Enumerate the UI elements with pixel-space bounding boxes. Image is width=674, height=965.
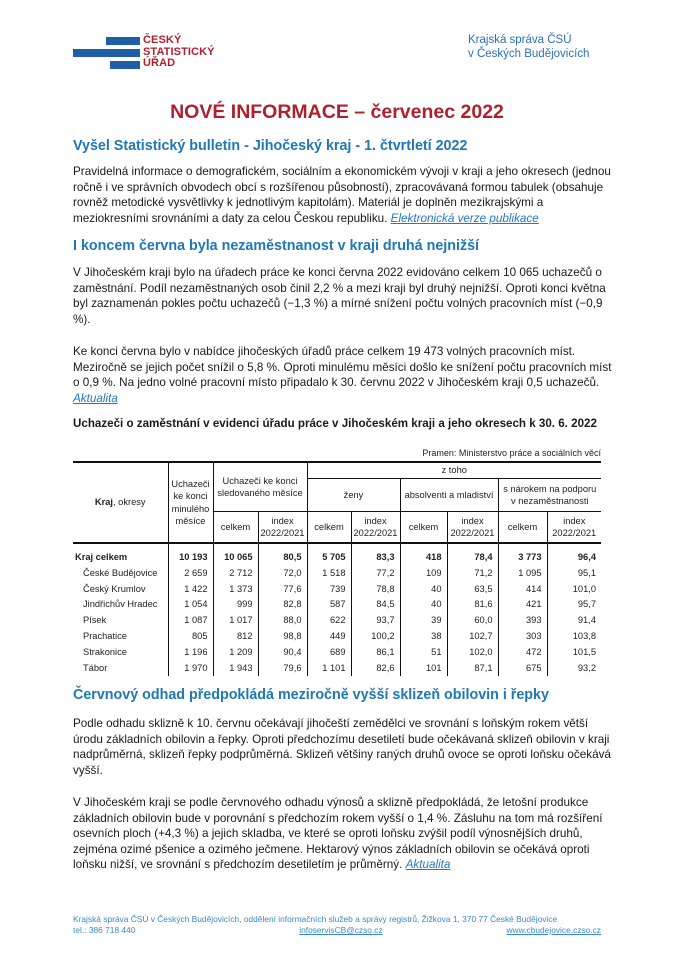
row-value: 101,5 (547, 645, 601, 661)
footer-address-row (73, 914, 601, 925)
logo-bar-middle (73, 49, 140, 57)
table-row (73, 566, 601, 582)
row-value: 10 065 (213, 543, 258, 566)
logo-line-2: STATISTICKÝ (143, 45, 215, 58)
row-value: 71,2 (447, 566, 498, 582)
row-value: 87,1 (447, 661, 498, 677)
row-value: 51 (400, 645, 447, 661)
row-value: 81,6 (447, 597, 498, 613)
row-value: 80,5 (258, 543, 307, 566)
row-value: 93,7 (351, 613, 400, 629)
table-row-total (73, 543, 601, 566)
row-value: 805 (168, 629, 213, 645)
table-row (73, 661, 601, 677)
footer-web-link[interactable]: www.cbudejovice.czso.cz (506, 925, 601, 935)
row-value: 77,2 (351, 566, 400, 582)
header-total: celkem (400, 512, 447, 544)
row-value: 78,4 (447, 543, 498, 566)
header-benefit: s nárokem na podporu v nezaměstnanosti (498, 479, 601, 512)
row-value: 5 705 (307, 543, 351, 566)
row-value: 101,0 (547, 582, 601, 598)
section-paragraph-unemployment-1 (73, 265, 613, 327)
logo-bar-bottom (110, 61, 140, 69)
footer-phone: tel.: 386 718 440 (73, 925, 136, 935)
row-value: 10 193 (168, 543, 213, 566)
header-region-rest: , okresy (113, 497, 146, 508)
header-total: celkem (498, 512, 547, 544)
page-title: NOVÉ INFORMACE – červenec 2022 (170, 101, 504, 123)
row-value: 60,0 (447, 613, 498, 629)
row-value: 83,3 (351, 543, 400, 566)
row-value: 1 422 (168, 582, 213, 598)
row-value: 1 101 (307, 661, 351, 677)
row-value: 109 (400, 566, 447, 582)
section-heading-unemployment: I koncem června byla nezaměstnanost v kraji druhá nejnižší (73, 238, 480, 254)
row-value: 102,7 (447, 629, 498, 645)
section-paragraph-unemployment-2 (73, 344, 613, 406)
row-value: 72,0 (258, 566, 307, 582)
footer-email-link[interactable]: infoservisCB@czso.cz (299, 925, 383, 935)
header-total: celkem (307, 512, 351, 544)
row-value: 472 (498, 645, 547, 661)
row-value: 40 (400, 597, 447, 613)
row-value: 587 (307, 597, 351, 613)
aktualita-link-unemployment[interactable]: Aktualita (73, 391, 118, 405)
header-current-month: Uchazeči ke konci sledovaného měsíce (213, 462, 307, 512)
row-value: 421 (498, 597, 547, 613)
row-value: 40 (400, 582, 447, 598)
row-value: 63,5 (447, 582, 498, 598)
row-region-name: Prachatice (83, 630, 127, 641)
table-row (73, 645, 601, 661)
row-region-name: Písek (83, 615, 107, 626)
row-value: 98,8 (258, 629, 307, 645)
publication-link[interactable]: Elektronická verze publikace (390, 211, 539, 225)
header-region (73, 462, 168, 543)
row-value: 303 (498, 629, 547, 645)
row-value: 1 087 (168, 613, 213, 629)
paragraph-text: Ke konci června bylo v nabídce jihočeských úřadů práce celkem 19 473 volných pracovních míst. Meziročně se jejich počet snížil o 5,8 %. Oproti minulému měsíci došlo ke snížení počtu pracovních míst o 0,9 %. Na jedno volné pracovní místo připadalo k 30. červnu 2022 v Jihočeském kraji 0,5 uchazečů. (73, 345, 612, 389)
row-region-name: Český Krumlov (83, 583, 146, 594)
row-value: 1 970 (168, 661, 213, 677)
footer (73, 914, 601, 936)
row-value: 2 659 (168, 566, 213, 582)
row-value: 101 (400, 661, 447, 677)
row-value: 39 (400, 613, 447, 629)
row-value: 77,6 (258, 582, 307, 598)
unemployment-table (73, 461, 601, 676)
table-source: Pramen: Ministerstvo práce a sociálních věcí (422, 448, 601, 458)
row-value: 414 (498, 582, 547, 598)
row-value: 91,4 (547, 613, 601, 629)
logo-bar-top (106, 37, 140, 45)
row-value: 102,0 (447, 645, 498, 661)
header-index: index 2022/2021 (447, 512, 498, 544)
row-region-name: Kraj celkem (75, 552, 128, 562)
row-value: 90,4 (258, 645, 307, 661)
section-heading-bulletin: Vyšel Statistický bulletin - Jihočeský kraj - 1. čtvrtletí 2022 (73, 138, 468, 154)
section-paragraph-harvest-1 (73, 716, 613, 778)
row-value: 1 518 (307, 566, 351, 582)
row-value: 1 054 (168, 597, 213, 613)
office-line-2: v Českých Budějovicích (468, 48, 590, 60)
table-body (73, 543, 601, 676)
row-region-name: Strakonice (83, 646, 127, 657)
row-value: 393 (498, 613, 547, 629)
office-line-1: Krajská správa ČSÚ (468, 34, 572, 46)
row-value: 999 (213, 597, 258, 613)
row-value: 1 373 (213, 582, 258, 598)
row-value: 1 095 (498, 566, 547, 582)
header-index: index 2022/2021 (351, 512, 400, 544)
row-value: 84,5 (351, 597, 400, 613)
row-region-name: Jindřichův Hradec (83, 599, 158, 610)
row-value: 103,8 (547, 629, 601, 645)
logo-wordmark (143, 35, 215, 70)
row-value: 78,8 (351, 582, 400, 598)
row-value: 739 (307, 582, 351, 598)
row-value: 82,6 (351, 661, 400, 677)
footer-contact-row (73, 925, 601, 936)
aktualita-link-harvest[interactable]: Aktualita (405, 858, 451, 871)
row-value: 1 209 (213, 645, 258, 661)
section-heading-harvest: Červnový odhad předpokládá meziročně vyšší sklizeň obilovin i řepky (73, 687, 549, 703)
paragraph-text: Pravidelná informace o demografickém, sociálním a ekonomickém vývoji v kraji a jeho okresech (jednou ročně i ve správních obvodech obcí s rozšířenou působností), zpracovávaná formou tabulek (obsahuje rovněž metodické vysvětlivky k jednotlivým kapitolám). Materiál je doplněn mezikrajskými a meziokresními srovnáními a daty za celou Českou republiku. (73, 165, 611, 225)
row-value: 418 (400, 543, 447, 566)
logo-line-3: ÚŘAD (143, 57, 176, 69)
row-value: 95,1 (547, 566, 601, 582)
row-value: 79,6 (258, 661, 307, 677)
footer-address: Krajská správa ČSÚ v Českých Budějovicích, oddělení informačních služeb a správy registrů, Žižkova 1, 370 77 České Budějovice (73, 914, 558, 924)
row-value: 2 712 (213, 566, 258, 582)
row-region-name: Tábor (83, 662, 108, 673)
header-graduates: absolventi a mladiství (400, 479, 498, 512)
row-value: 93,2 (547, 661, 601, 677)
row-region-name: České Budějovice (83, 567, 158, 578)
row-value: 38 (400, 629, 447, 645)
table-row (73, 613, 601, 629)
regional-office-name (468, 33, 589, 61)
row-value: 88,0 (258, 613, 307, 629)
row-value: 1 196 (168, 645, 213, 661)
row-value: 1 943 (213, 661, 258, 677)
row-value: 86,1 (351, 645, 400, 661)
table-title: Uchazeči o zaměstnání v evidenci úřadu práce v Jihočeském kraji a jeho okresech k 30. 6. 2022 (73, 417, 597, 430)
row-value: 1 017 (213, 613, 258, 629)
row-value: 622 (307, 613, 351, 629)
row-value: 689 (307, 645, 351, 661)
table-row (73, 597, 601, 613)
paragraph-text: Podle odhadu sklizně k 10. červnu očekávají jihočeští zemědělci ve srovnání s loňským rokem větší úrodu základních obilovin a řepky. Oproti předchozímu desetiletí bude očekávaná sklizeň obilovin v kraji nadprůměrná, sklizeň řepky podprůměrná. Sklizeň většiny raných druhů ovoce se oproti loňsku očekává vyšší. (73, 717, 611, 777)
table-row (73, 582, 601, 598)
paragraph-text: V Jihočeském kraji bylo na úřadech práce ke konci června 2022 evidováno celkem 10 065 uchazečů o zaměstnání. Podíl nezaměstnaných osob činil 2,2 % a mezi kraji byl druhý nejnižší. Oproti konci května byl zaznamenán pokles počtu uchazečů (−1,3 %) a mírné snížení počtu volných pracovních míst (−0,9 %). (73, 266, 606, 326)
row-value: 82,8 (258, 597, 307, 613)
header-total: celkem (213, 512, 258, 544)
row-value: 449 (307, 629, 351, 645)
table-row (73, 629, 601, 645)
section-paragraph-bulletin (73, 164, 613, 226)
logo-line-1: ČESKÝ (143, 34, 182, 46)
header-of-which: z toho (307, 462, 601, 479)
section-paragraph-harvest-2 (73, 795, 613, 873)
row-value: 95,7 (547, 597, 601, 613)
paragraph-text: V Jihočeském kraji se podle červnového odhadu výnosů a sklizně předpokládá, že letošní produkce základních obilovin bude v porovnání s předchozím rokem vyšší o 1,4 %. Zásluhu na tom má rozšíření osevních ploch (+4,3 %) a jejich skladba, ve které se oproti loňsku zvýšil podíl výnosnějších druhů, zejména ozimé pšenice a ozimého ječmene. Hektarový výnos základních obilovin se očekává oproti loňsku nižší, ve srovnání s předchozím desetiletím je průměrný. (73, 796, 603, 871)
row-value: 96,4 (547, 543, 601, 566)
header-prev-month: Uchazeči ke konci minulého měsíce (168, 462, 213, 543)
header-index: index 2022/2021 (258, 512, 307, 544)
row-value: 675 (498, 661, 547, 677)
row-value: 100,2 (351, 629, 400, 645)
header-index: index 2022/2021 (547, 512, 601, 544)
row-value: 3 773 (498, 543, 547, 566)
header-women: ženy (307, 479, 400, 512)
row-value: 812 (213, 629, 258, 645)
csu-logo (0, 0, 260, 75)
header-region-bold: Kraj (94, 497, 114, 508)
